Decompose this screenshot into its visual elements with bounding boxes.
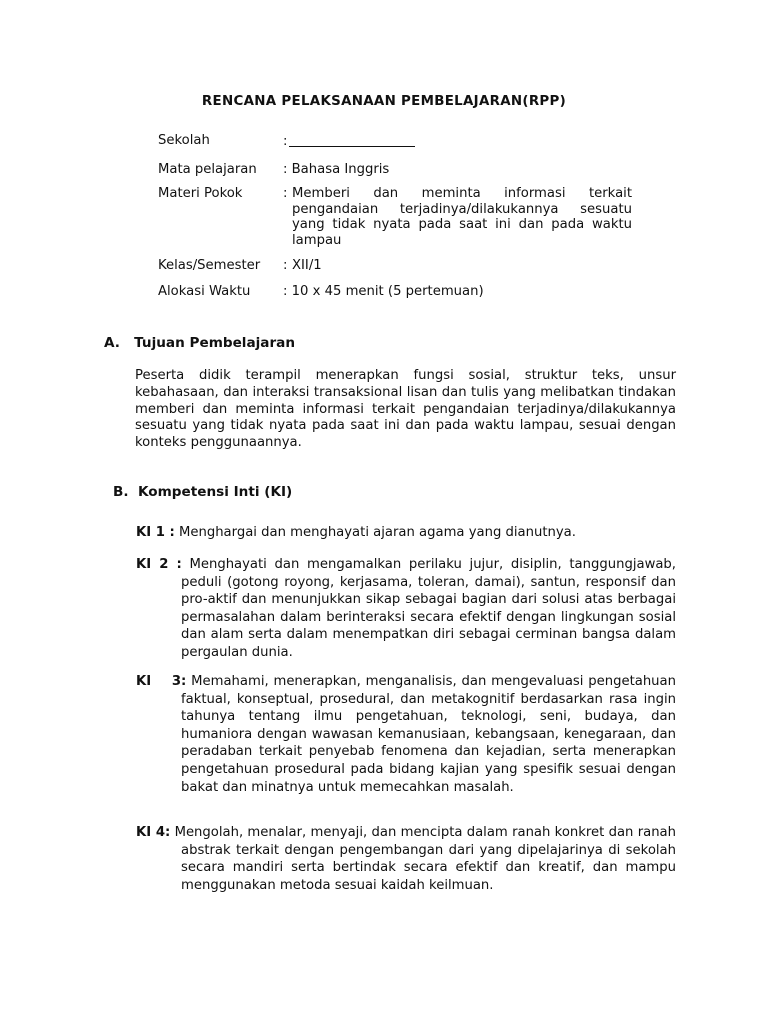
ki4-label: KI 4:	[136, 825, 171, 840]
ki3-label: KI 3:	[136, 674, 187, 689]
ki2-text: Menghayati dan mengamalkan perilaku jujur, disiplin, tanggungjawab, peduli (gotong royong, kerjasama, toleran, damai), santun, responsif dan pro-aktif dan menunjukkan sikap sebagai bagian dari solusi atas berbagai permasalahan dalam berinteraksi secara efektif dengan lingkungan sosial dan alam serta dalam menempatkan diri sebagai cerminan bangsa dalam pergaulan dunia.	[181, 557, 676, 660]
kelas-value: XII/1	[292, 258, 322, 273]
kelas-colon: :	[283, 258, 288, 273]
ki1-text: Menghargai dan menghayati ajaran agama yang dianutnya.	[178, 525, 576, 540]
sekolah-blank-line	[289, 133, 415, 147]
ki3-text: Memahami, menerapkan, menganalisis, dan mengevaluasi pengetahuan faktual, konseptual, prosedural, dan metakognitif berdasarkan rasa ingin tahunya tentang ilmu pengetahuan, teknologi, seni, budaya, dan humaniora dengan wawasan kemanusiaan, kebangsaan, kenegaraan, dan peradaban terkait penyebab fenomena dan kejadian, serta menerapkan pengetahuan prosedural pada bidang kajian yang spesifik sesuai dengan bakat dan minatnya untuk memecahkan masalah.	[181, 674, 676, 795]
ki1-item	[136, 524, 676, 542]
document-title: RENCANA PELAKSANAAN PEMBELAJARAN(RPP)	[201, 94, 567, 109]
kelas-label: Kelas/Semester	[158, 258, 261, 273]
sekolah-colon: :	[283, 134, 288, 149]
section-b-heading: B. Kompetensi Inti (KI)	[113, 484, 293, 500]
ki4-text: Mengolah, menalar, menyaji, dan mencipta dalam ranah konkret dan ranah abstrak terkait dengan pengembangan dari yang dipelajarinya di sekolah secara mandiri serta bertindak secara efektif dan kreatif, dan mampu menggunakan metoda sesuai kaidah keilmuan.	[174, 825, 676, 893]
mata-pelajaran-value: : Bahasa Inggris	[283, 162, 390, 177]
sekolah-label: Sekolah	[158, 133, 210, 148]
ki3-item	[136, 673, 676, 796]
ki1-label: KI 1 :	[136, 525, 175, 540]
ki2-item	[136, 556, 676, 662]
materi-pokok-label: Materi Pokok	[158, 186, 243, 201]
sekolah-field	[283, 133, 415, 149]
ki2-label: KI 2 :	[136, 557, 182, 572]
section-a-heading: A. Tujuan Pembelajaran	[104, 335, 296, 351]
ki4-item	[136, 824, 676, 894]
alokasi-value: : 10 x 45 menit (5 pertemuan)	[283, 284, 484, 299]
section-a-paragraph: Peserta didik terampil menerapkan fungsi sosial, struktur teks, unsur kebahasaan, dan interaksi transaksional lisan dan tulis yang melibatkan tindakan memberi dan meminta informasi terkait pengandaian terjadinya/dilakukannya sesuatu yang tidak nyata pada saat ini dan pada waktu lampau, sesuai dengan konteks penggunaannya.	[135, 368, 676, 451]
alokasi-label: Alokasi Waktu	[158, 284, 251, 299]
materi-pokok-value: Memberi dan meminta informasi terkait pengandaian terjadinya/dilakukannya sesuatu yang tidak nyata pada saat ini dan pada waktu lampau	[292, 186, 632, 248]
mata-pelajaran-label: Mata pelajaran	[158, 162, 257, 177]
materi-pokok-colon: :	[283, 186, 288, 201]
